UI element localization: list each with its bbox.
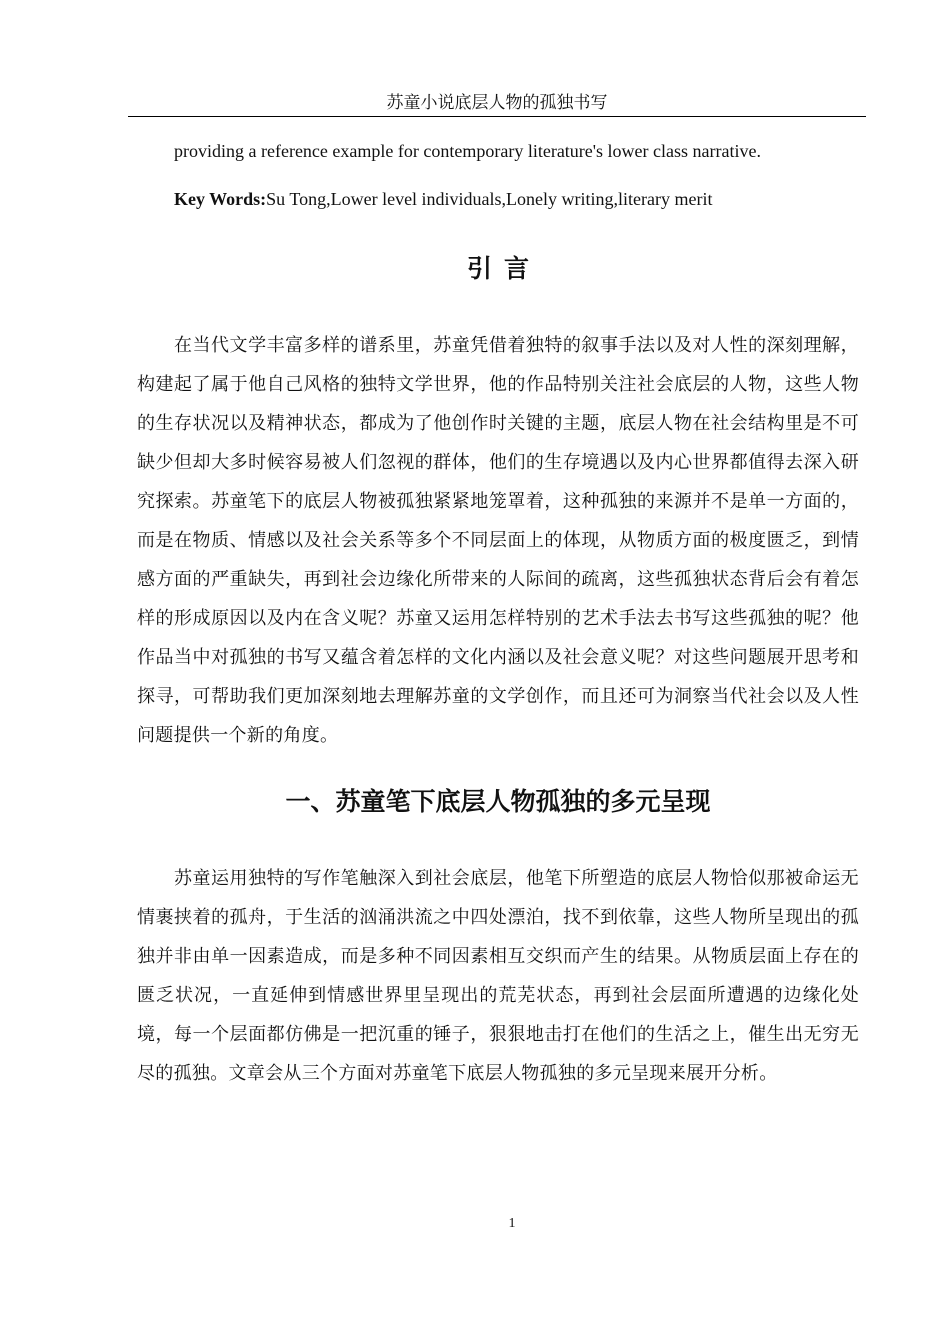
running-header: 苏童小说底层人物的孤独书写 — [128, 92, 866, 117]
introduction-paragraph: 在当代文学丰富多样的谱系里，苏童凭借着独特的叙事手法以及对人性的深刻理解，构建起了属于他自己风格的独特文学世界，他的作品特别关注社会底层的人物，这些人物的生存状况以及精神状态，都成为了他创作时关键的主题，底层人物在社会结构里是不可缺少但却大多时候容易被人们忽视的群体，他们的生存境遇以及内心世界都值得去深入研究探索。苏童笔下的底层人物被孤独紧紧地笼罩着，这种孤独的来源并不是单一方面的，而是在物质、情感以及社会关系等多个不同层面上的体现，从物质方面的极度匮乏，到情感方面的严重缺失，再到社会边缘化所带来的人际间的疏离，这些孤独状态背后会有着怎样的形成原因以及内在含义呢？苏童又运用怎样特别的艺术手法去书写这些孤独的呢？他作品当中对孤独的书写又蕴含着怎样的文化内涵以及社会意义呢？对这些问题展开思考和探寻，可帮助我们更加深刻地去理解苏童的文学创作，而且还可为洞察当代社会以及人性问题提供一个新的角度。 — [137, 335, 859, 746]
keywords-line — [137, 186, 859, 212]
page-number: 1 — [508, 1216, 516, 1231]
abstract-tail: providing a reference example for contemporary literature's lower class narrative. — [174, 141, 761, 161]
chapter-one-paragraph: 苏童运用独特的写作笔触深入到社会底层，他笔下所塑造的底层人物恰似那被命运无情裹挟着的孤舟，于生活的汹涌洪流之中四处漂泊，找不到依靠，这些人物所呈现出的孤独并非由单一因素造成，而是多种不同因素相互交织而产生的结果。从物质层面上存在的匮乏状况，一直延伸到情感世界里呈现出的荒芜状态，再到社会层面所遭遇的边缘化处境，每一个层面都仿佛是一把沉重的锤子，狠狠地击打在他们的生活之上，催生出无穷无尽的孤独。文章会从三个方面对苏童笔下底层人物孤独的多元呈现来展开分析。 — [137, 868, 859, 1084]
chapter-one-heading: 一、苏童笔下底层人物孤独的多元呈现 — [285, 787, 711, 816]
keywords-label: Key Words: — [174, 189, 267, 209]
keywords-text: Su Tong,Lower level individuals,Lonely writing,literary merit — [266, 189, 713, 209]
introduction-heading: 引言 — [466, 254, 541, 283]
page-body — [137, 138, 859, 1093]
